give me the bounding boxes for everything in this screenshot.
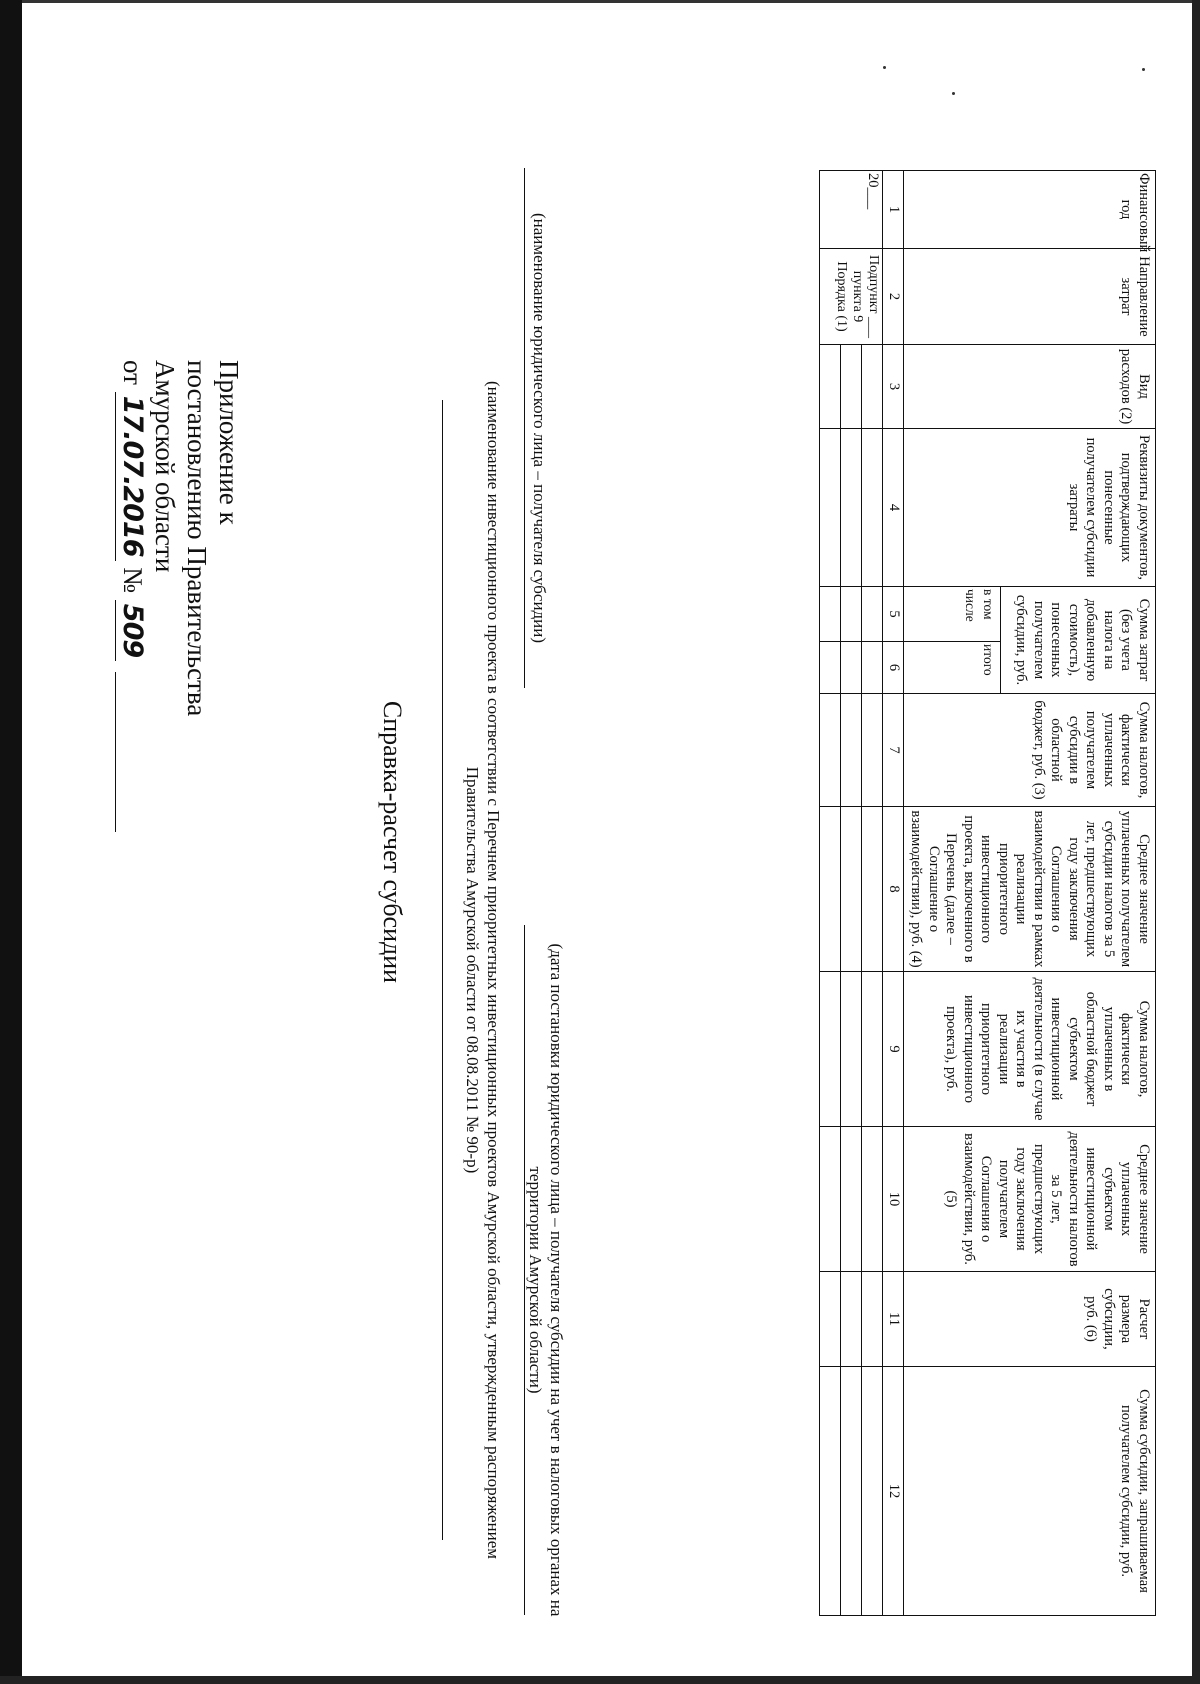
cell-empty [841, 429, 862, 587]
appendix-line-3: Амурской области [150, 360, 180, 573]
cell-direction: Подпункт ___ пункта 9 Порядка (1) [820, 249, 883, 345]
header-expense-type: Вид расходов (2) [904, 345, 1156, 429]
appendix-block [115, 360, 245, 832]
cell-empty [841, 1127, 862, 1272]
cell-empty [862, 345, 883, 429]
document-title: Справка-расчет субсидии [378, 700, 407, 984]
cell-empty [820, 429, 841, 587]
table-header-row [1001, 171, 1156, 1616]
header-average-taxes: Среднее значение уплаченных получателем субсидии налогов за 5 лет, предшествующих году заключения Соглашения о взаимодействии в рамках реализации приоритетного инвестиционного проекта, включенного в Перечень (далее – Соглашение о взаимодействии), руб. (4) [904, 807, 1156, 972]
col-num: 2 [883, 249, 904, 345]
cell-empty [820, 807, 841, 972]
cell-empty [820, 587, 841, 642]
cell-empty [841, 1272, 862, 1367]
col-num: 1 [883, 171, 904, 249]
cell-empty [841, 642, 862, 694]
header-cost-direction: Направление затрат [904, 249, 1156, 345]
header-cost-sum: Сумма затрат (без учета налога на добавленную стоимость), понесенных получателем субсидии, руб. [1001, 587, 1156, 694]
subsidy-calculation-table [819, 170, 1156, 1616]
cell-empty [820, 1367, 841, 1616]
handwritten-number: 509 [115, 600, 148, 661]
header-investor-average: Среднее значение уплаченных субъектом инвестиционной деятельности налогов за 5 лет, предшествующих году заключения получателем Соглашения о взаимодействии, руб. (5) [904, 1127, 1156, 1272]
cell-empty [862, 694, 883, 807]
table-row [862, 171, 883, 1616]
cell-empty [862, 1127, 883, 1272]
cell-empty [862, 972, 883, 1127]
cell-empty [862, 587, 883, 642]
number-underline [115, 672, 116, 832]
cell-empty [862, 429, 883, 587]
header-investor-taxes: Сумма налогов, фактически уплаченных в областной бюджет субъектом инвестиционной деятельности (в случае их участия в реализации приоритетного инвестиционного проекта), руб. [904, 972, 1156, 1127]
registration-caption: (дата постановки юридического лица – получателя субсидии на учет в налоговых органах на территории Амурской области) [526, 943, 566, 1617]
header-taxes-paid: Сумма налогов, фактически уплаченных получателем субсидии в областной бюджет, руб. (3) [904, 694, 1156, 807]
col-num: 5 [883, 587, 904, 642]
cell-year: 20___ [820, 171, 883, 249]
col-num: 4 [883, 429, 904, 587]
cell-empty [820, 1127, 841, 1272]
cell-empty [862, 1367, 883, 1616]
col-num: 3 [883, 345, 904, 429]
number-prefix: № [118, 567, 148, 594]
subheader-including: в том числе [904, 587, 1001, 642]
legal-entity-line [524, 168, 525, 688]
col-num: 7 [883, 694, 904, 807]
cell-empty [841, 345, 862, 429]
col-num: 12 [883, 1367, 904, 1616]
cell-empty [841, 972, 862, 1127]
appendix-line-2: постановлению Правительства [182, 360, 212, 717]
cell-empty [841, 694, 862, 807]
legal-entity-caption: (наименование юридического лица – получателя субсидии) [530, 212, 549, 644]
cell-empty [820, 694, 841, 807]
project-name-caption: (наименование инвестиционного проекта в соответствии с Перечнем приоритетных инвестиционных проектов Амурской области, утвержденным распоряжением Правительства Амурской области от 08.08.2011 № 90-р) [463, 380, 503, 1560]
appendix-date-line [115, 360, 149, 832]
col-num: 8 [883, 807, 904, 972]
cell-empty [862, 807, 883, 972]
cell-empty [820, 345, 841, 429]
handwritten-date: 17.07.2016 [115, 392, 148, 561]
subheader-total: итого [904, 642, 1001, 694]
cell-empty [820, 642, 841, 694]
column-numbers-row [883, 171, 904, 1616]
header-subsidy-requested: Сумма субсидии, запрашиваемая получателем субсидии, руб. [904, 1367, 1156, 1616]
table-row [841, 171, 862, 1616]
cell-empty [820, 972, 841, 1127]
cell-empty [862, 642, 883, 694]
cell-empty [820, 1272, 841, 1367]
cell-empty [841, 587, 862, 642]
col-num: 9 [883, 972, 904, 1127]
project-name-line [442, 400, 443, 1540]
table-row [820, 171, 841, 1616]
col-num: 11 [883, 1272, 904, 1367]
col-num: 6 [883, 642, 904, 694]
header-document-details: Реквизиты документов, подтверждающих понесенные получателем субсидии затраты [904, 429, 1156, 587]
cell-empty [841, 807, 862, 972]
appendix-line-1: Приложение к [214, 360, 244, 525]
cell-empty [862, 1272, 883, 1367]
header-subsidy-calc: Расчет размера субсидии, руб. (6) [904, 1272, 1156, 1367]
col-num: 10 [883, 1127, 904, 1272]
from-prefix: от [118, 360, 148, 385]
header-financial-year: Финансовый год [904, 171, 1156, 249]
cell-empty [841, 1367, 862, 1616]
